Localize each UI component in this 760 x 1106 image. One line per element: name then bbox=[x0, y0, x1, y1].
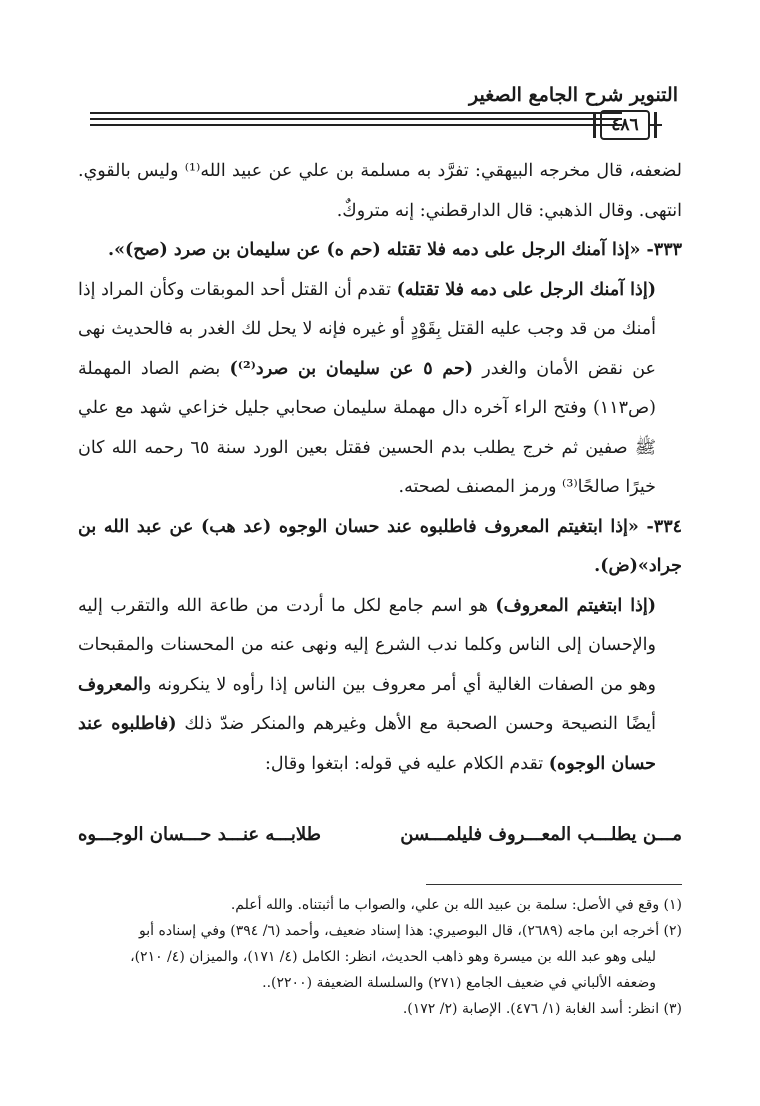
footnote-3: (٣) انظر: أسد الغابة (١/ ٤٧٦). الإصابة (٢/ ١٧٢). bbox=[402, 1001, 682, 1017]
hadith-334-phrase: (فاطلبوه عند حسان الوجوه) bbox=[78, 714, 656, 774]
header-rule-top bbox=[90, 112, 622, 114]
paragraph-continuation: لضعفه، قال مخرجه البيهقي: تفرَّد به مسلمة بن علي عن عبيد الله⁽¹⁾ وليس بالقوي. انتهى. وقال الذهبي: قال الدارقطني: إنه متروكٌ. bbox=[78, 161, 682, 221]
hadith-333-source: (حم ٥ عن سليمان بن صرد⁽²⁾) bbox=[229, 358, 474, 379]
hadith-334-lead: (إذا ابتغيتم المعروف) bbox=[495, 595, 657, 616]
header-rule-bottom bbox=[90, 124, 622, 126]
page-number-bar-left bbox=[593, 112, 596, 138]
footnote-1: (١) وقع في الأصل: سلمة بن عبيد الله بن علي، والصواب ما أثبتناه. والله أعلم. bbox=[230, 897, 682, 913]
header-rule-middle bbox=[90, 118, 622, 120]
footnotes bbox=[78, 892, 682, 1022]
poem-hemistich-2: طلابـــه عنـــد حـــسان الوجـــوه bbox=[78, 824, 321, 845]
book-title: التنوير شرح الجامع الصغير bbox=[469, 84, 678, 106]
page-number-dash bbox=[650, 124, 662, 126]
hadith-333-lead: (إذا آمنك الرجل على دمه فلا تقتله) bbox=[396, 279, 656, 300]
main-text bbox=[78, 152, 682, 784]
footnote-separator bbox=[426, 884, 682, 885]
footnote-2-line-3: وضعفه الألباني في ضعيف الجامع (٢٧١) والسلسلة الضعيفة (٢٢٠٠).. bbox=[262, 975, 656, 991]
hadith-334-commentary: (إذا ابتغيتم المعروف) هو اسم جامع لكل ما أردت من طاعة الله والتقرب إليه والإحسان إلى الناس وكلما ندب الشرع إليه ونهى عنه من المحسنات والمقبحات وهو من الصفات الغالية أي أمر معروف بين الناس إذا رأوه لا ينكرونه والمعروف أيضًا النصيحة وحسن الصحبة مع الأهل وغيرهم والمنكر ضدّ ذلك (فاطلبوه عند حسان الوجوه) تقدم الكلام عليه في قوله: ابتغوا وقال: bbox=[78, 595, 657, 774]
footnote-2-line-2: ليلى وهو عبد الله بن ميسرة وهو ذاهب الحديث، انظر: الكامل (٤/ ١٧١)، والميزان (٤/ ٢١٠)، bbox=[130, 949, 656, 965]
hadith-334-heading: ٣٣٤- «إذا ابتغيتم المعروف فاطلبوه عند حسان الوجوه (عد هب) عن عبد الله بن جراد»(ض). bbox=[78, 516, 682, 576]
hadith-333-heading: ٣٣٣- «إذا آمنك الرجل على دمه فلا تقتله (حم ه) عن سليمان بن صرد (صح)». bbox=[107, 240, 682, 260]
page-number: ٤٨٦ bbox=[600, 110, 650, 140]
hadith-333-commentary: (إذا آمنك الرجل على دمه فلا تقتله) تقدم أن القتل أحد الموبقات وكأن المراد إذا أمنك من قد وجب عليه القتل بِقَوْدٍ أو غيره فإنه لا يحل لك الغدر به فالحديث نهى عن نقض الأمان والغدر (حم ٥ عن سليمان بن صرد⁽²⁾) بضم الصاد المهملة (ص١١٣) وفتح الراء آخره دال مهملة سليمان صحابي جليل خزاعي شهد مع علي ﷺ صفين ثم خرج يطلب بدم الحسين فقتل بعين الورد سنة ٦٥ رحمه الله كان خيرًا صالحًا⁽³⁾ ورمز المصنف لصحته. bbox=[78, 279, 657, 497]
poem-hemistich-1: مـــن يطلـــب المعـــروف فليلمـــسن bbox=[400, 824, 682, 845]
footnote-2: (٢) أخرجه ابن ماجه (٢٦٨٩)، قال البوصيري: هذا إسناد ضعيف، وأحمد (٦/ ٣٩٤) وفي إسناده أبو bbox=[139, 923, 682, 939]
poem-verse bbox=[78, 820, 682, 850]
